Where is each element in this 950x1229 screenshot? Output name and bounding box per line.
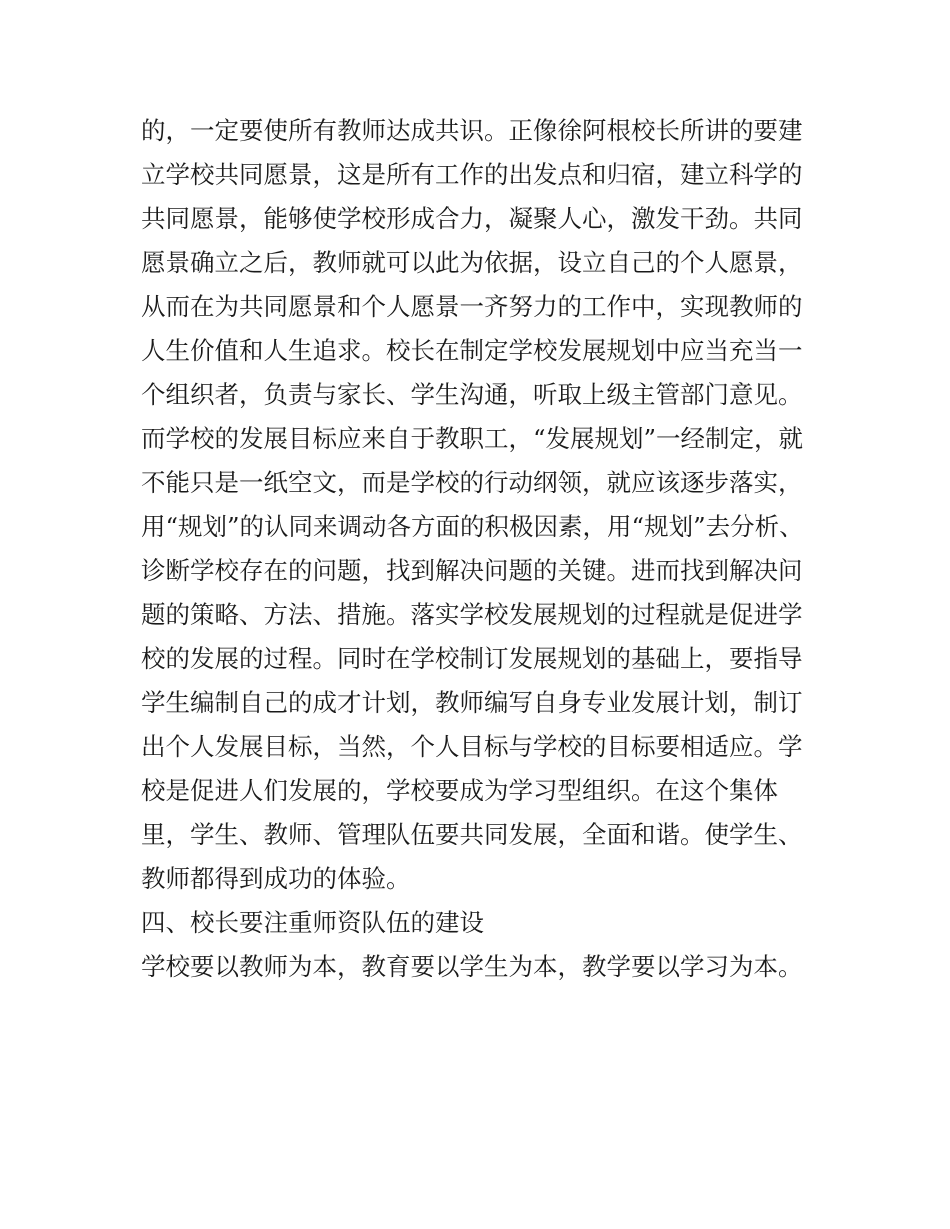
text-line: 出个人发展目标，当然，个人目标与学校的目标要相适应。学	[141, 732, 803, 761]
text-line: 学校要以教师为本，教育要以学生为本，教学要以学习为本。	[141, 952, 803, 981]
document-body	[141, 109, 821, 989]
section-heading: 四、校长要注重师资队伍的建设	[141, 908, 484, 937]
text-line: 用“规划”的认同来调动各方面的积极因素，用“规划”去分析、	[141, 512, 804, 541]
text-line: 而学校的发展目标应来自于教职工，“发展规划”一经制定，就	[141, 424, 804, 453]
text-line: 个组织者，负责与家长、学生沟通，听取上级主管部门意见。	[141, 380, 803, 409]
text-line: 愿景确立之后，教师就可以此为依据，设立自己的个人愿景，	[141, 248, 803, 277]
text-line: 人生价值和人生追求。校长在制定学校发展规划中应当充当一	[141, 336, 803, 365]
paragraph	[141, 109, 821, 901]
text-line: 校的发展的过程。同时在学校制订发展规划的基础上，要指导	[141, 644, 803, 673]
text-line: 教师都得到成功的体验。	[141, 864, 411, 893]
text-line: 诊断学校存在的问题，找到解决问题的关键。进而找到解决问	[141, 556, 803, 585]
text-line: 从而在为共同愿景和个人愿景一齐努力的工作中，实现教师的	[141, 292, 803, 321]
text-line: 里，学生、教师、管理队伍要共同发展，全面和谐。使学生、	[141, 820, 803, 849]
paragraph	[141, 945, 821, 989]
text-line: 立学校共同愿景，这是所有工作的出发点和归宿，建立科学的	[141, 160, 803, 189]
text-line: 题的策略、方法、措施。落实学校发展规划的过程就是促进学	[141, 600, 803, 629]
text-line: 的，一定要使所有教师达成共识。正像徐阿根校长所讲的要建	[141, 116, 803, 145]
text-line: 学生编制自己的成才计划，教师编写自身专业发展计划，制订	[141, 688, 803, 717]
text-line: 共同愿景，能够使学校形成合力，凝聚人心，激发干劲。共同	[141, 204, 803, 233]
text-line: 校是促进人们发展的，学校要成为学习型组织。在这个集体	[141, 776, 778, 805]
text-line: 不能只是一纸空文，而是学校的行动纲领，就应该逐步落实，	[141, 468, 803, 497]
